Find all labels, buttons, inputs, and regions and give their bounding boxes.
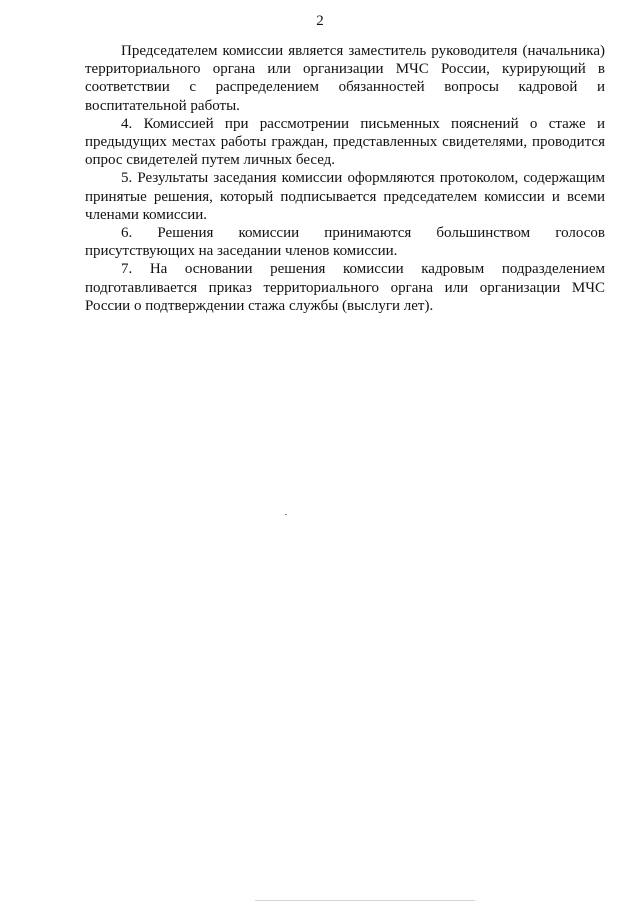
scan-speck: [285, 514, 287, 515]
paragraph-item-4: 4. Комиссией при рассмотрении письменных пояснений о стаже и предыдущих местах работы граждан, представленных свидетелями, проводится опрос свидетелей путем личных бесед.: [85, 115, 605, 169]
page-number: 2: [316, 13, 324, 29]
document-body: [85, 42, 605, 315]
paragraph-item-5: 5. Результаты заседания комиссии оформляются протоколом, содержащим принятые решения, который подписывается председателем комиссии и всеми членами комиссии.: [85, 170, 605, 223]
paragraph-chairman: Председателем комиссии является заместитель руководителя (начальника) территориального органа или организации МЧС России, курирующий в соответствии с распределением обязанностей вопросы кадровой и воспитательной работы.: [85, 43, 605, 114]
paragraph-item-6: 6. Решения комиссии принимаются большинством голосов присутствующих на заседании членов комиссии.: [85, 225, 605, 260]
scan-edge-mark: [255, 900, 475, 901]
paragraph-item-7: 7. На основании решения комиссии кадровым подразделением подготавливается приказ территориального органа или организации МЧС России о подтверждении стажа службы (выслуги лет).: [85, 261, 605, 314]
